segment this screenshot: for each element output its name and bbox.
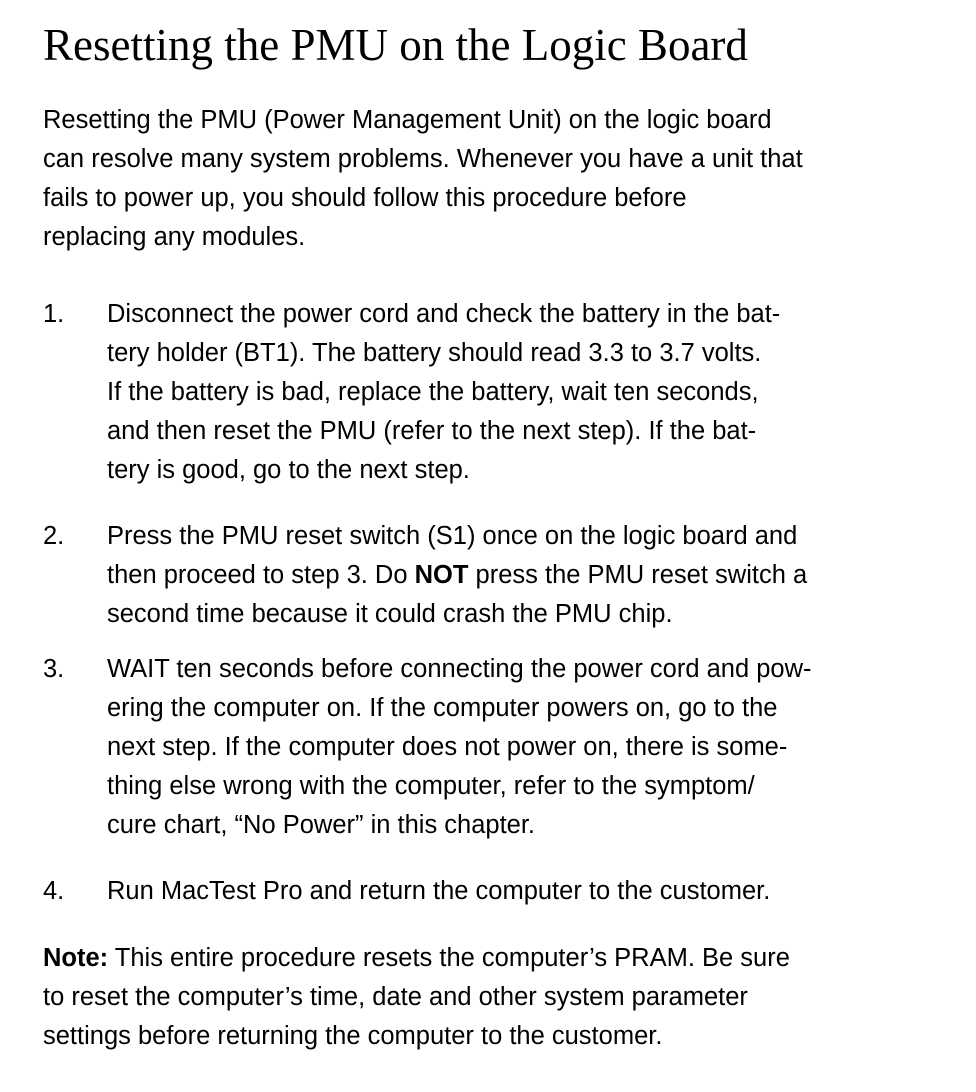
step-number: 1. [43, 300, 65, 328]
step-line: cure chart, “No Power” in this chapter. [107, 811, 536, 839]
intro-paragraph [43, 101, 953, 257]
intro-line: replacing any modules. [43, 223, 306, 251]
step-line: thing else wrong with the computer, refer to the symptom/ [107, 772, 755, 800]
step-text [107, 517, 953, 634]
note-line: settings before returning the computer to the customer. [43, 1022, 663, 1050]
note-label: Note: [43, 944, 109, 972]
step-line: tery holder (BT1). The battery should read 3.3 to 3.7 volts. [107, 339, 762, 367]
note-line: to reset the computer’s time, date and other system parameter [43, 983, 748, 1011]
step-line [107, 556, 953, 595]
step-line: If the battery is bad, replace the battery, wait ten seconds, [107, 378, 759, 406]
page-title: Resetting the PMU on the Logic Board [43, 20, 748, 70]
note-line-segment: This entire procedure resets the computer’s PRAM. Be sure [108, 944, 790, 972]
step-line: Press the PMU reset switch (S1) once on the logic board and [107, 522, 798, 550]
step-line: Disconnect the power cord and check the battery in the bat- [107, 300, 781, 328]
step-line: Run MacTest Pro and return the computer to the customer. [107, 877, 771, 905]
step-number: 4. [43, 877, 65, 905]
note-line [43, 939, 953, 978]
emphasis-not: NOT [414, 561, 469, 589]
step-text [107, 650, 953, 845]
step-line: WAIT ten seconds before connecting the power cord and pow- [107, 655, 812, 683]
step-line: tery is good, go to the next step. [107, 456, 470, 484]
step-text [107, 872, 953, 911]
intro-line: Resetting the PMU (Power Management Unit) on the logic board [43, 106, 772, 134]
step-line-segment: press the PMU reset switch a [468, 561, 808, 589]
step-line: second time because it could crash the PMU chip. [107, 600, 673, 628]
intro-line: fails to power up, you should follow this procedure before [43, 184, 687, 212]
step-line: next step. If the computer does not power on, there is some- [107, 733, 788, 761]
note-paragraph [43, 939, 953, 1056]
step-line: and then reset the PMU (refer to the next step). If the bat- [107, 417, 757, 445]
intro-line: can resolve many system problems. Whenever you have a unit that [43, 145, 803, 173]
step-text [107, 295, 953, 490]
step-number: 2. [43, 522, 65, 550]
step-number: 3. [43, 655, 65, 683]
step-line: ering the computer on. If the computer powers on, go to the [107, 694, 778, 722]
step-line-segment: then proceed to step 3. Do [107, 561, 415, 589]
